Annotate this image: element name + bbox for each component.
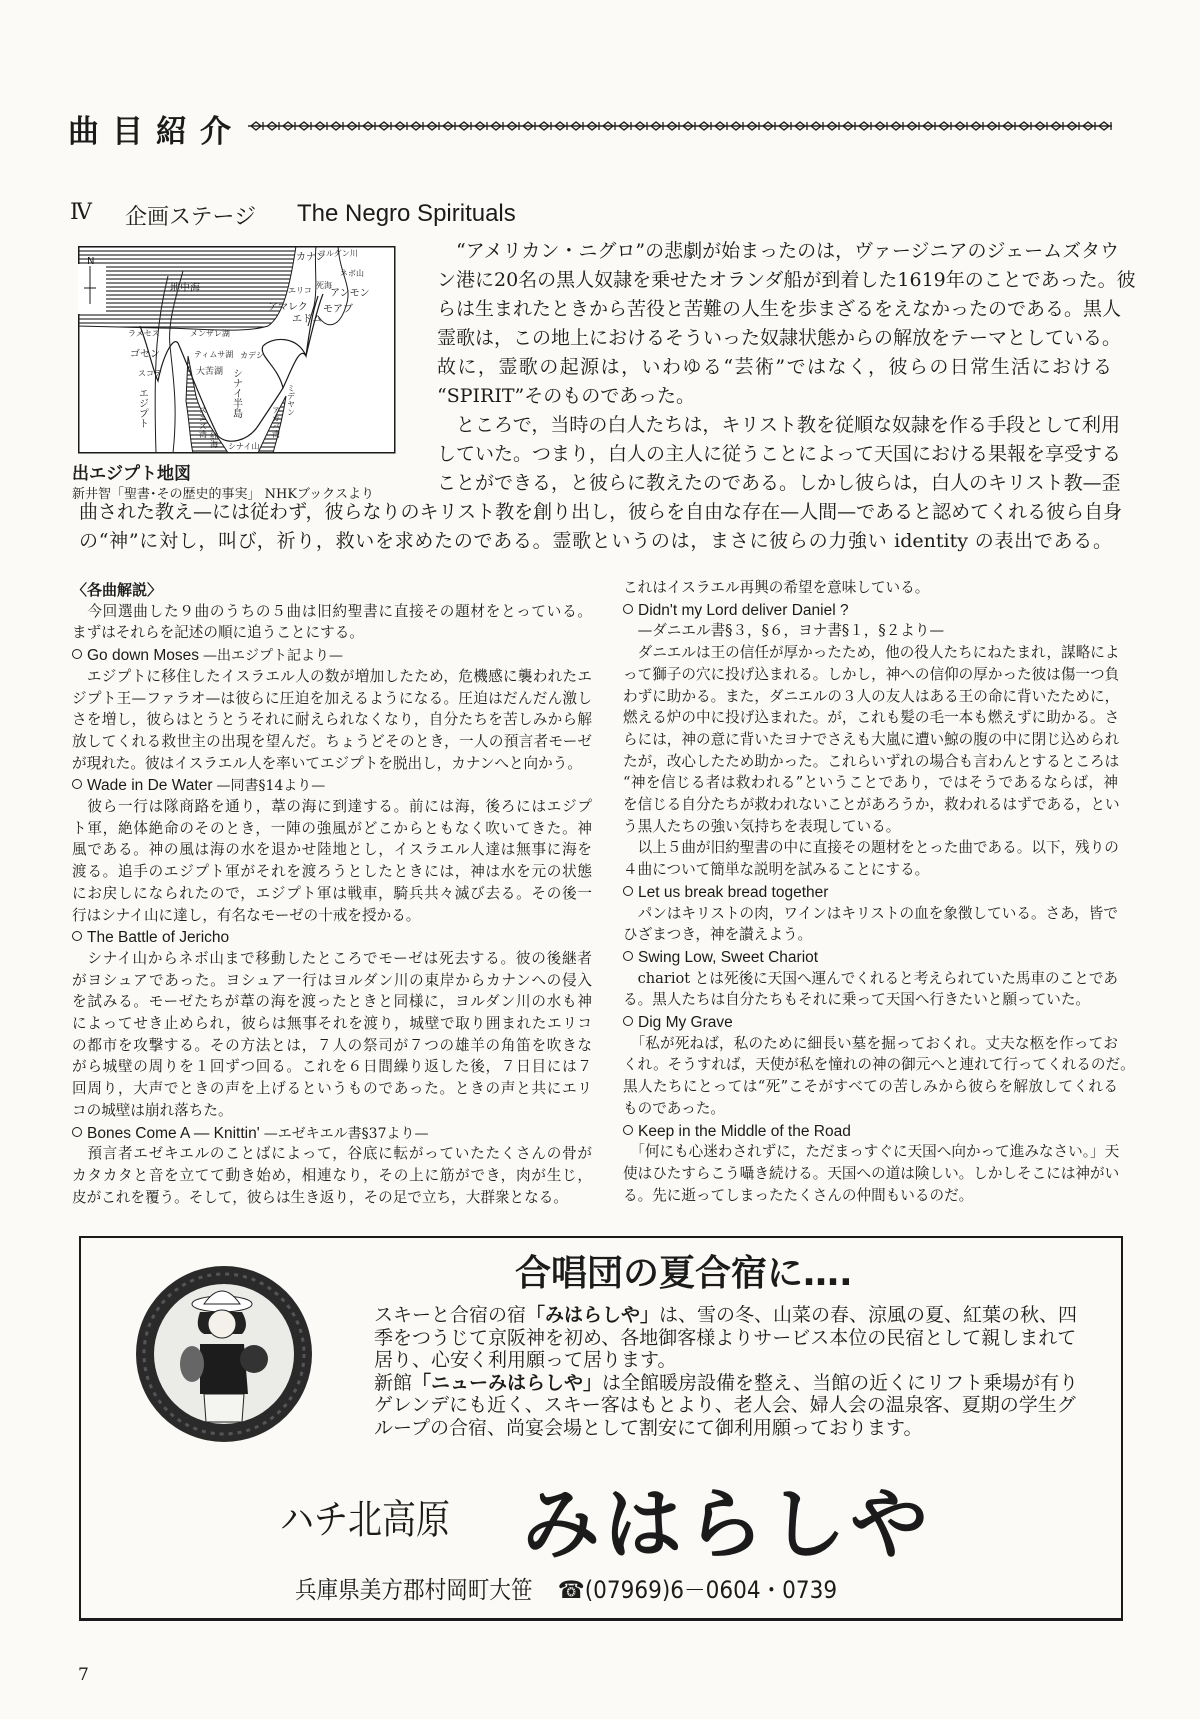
ad-body-line (374, 1327, 1076, 1349)
song-title-line (623, 881, 1118, 903)
ad-text: ループの合宿、尚宴会場として割安にて御利用願っております。 (374, 1416, 923, 1439)
map-label-mt-sinai: シナイ山 (228, 442, 260, 451)
body-line: がヨシュアであった。ヨシュア一行はヨルダン川の東岸からカナンへの侵入 (72, 971, 592, 989)
ad-body-line (374, 1417, 923, 1439)
body-line: “神を信じる者は救われる”ということであり，ではそうであるならば，神 (623, 774, 1118, 792)
map-label-jericho: エリコ (288, 286, 312, 295)
song-title-line (623, 1120, 1118, 1142)
ad-text: スキーと合宿の宿 (374, 1304, 527, 1326)
body-line: 以上５曲が旧約聖書の中に直接その題材をとった曲である。以下，残りの (623, 839, 1119, 857)
intro-line: らは生まれたときから苦役と苦難の人生を歩まざるをえなかったのである。黒人 (437, 298, 1122, 320)
body-line: まずはそれらを記述の順に追うことにする。 (72, 624, 364, 642)
body-line: 渡る。追手のエジプト軍がそれを渡ろうとしたときには，神は水を元の状態 (72, 863, 592, 881)
body-line: くれ。そうすれば，天使が私を憧れの神の御元へと連れて行ってくれるのだ。 (623, 1056, 1135, 1074)
ad-text: は全館暖房設備を整え、当館の近くにリフト乗場が有り (602, 1371, 1079, 1394)
body-line: を試みる。モーゼたちが葦の海を渡ったときと同様に，ヨルダン川の水も神 (72, 993, 592, 1011)
ad-address-line (295, 1570, 837, 1605)
ad-address: 兵庫県美方郡村岡町大笹 (295, 1576, 533, 1604)
section-subheading: 〈各曲解説〉 (72, 581, 163, 599)
body-line: 今回選曲した９曲のうちの５曲は旧約聖書に直接その題材をとっている。 (72, 602, 592, 620)
bullet-circle-icon (72, 779, 82, 789)
ad-region: ハチ北高原 (280, 1497, 450, 1543)
map-label-bitter-lakes: 大苦湖 (196, 367, 224, 377)
body-line: ４曲について簡単な説明を試みることにする。 (623, 861, 930, 879)
body-line: って獅子の穴に投げ込まれる。しかし，神への信仰の厚かった彼は傷一つ負 (623, 665, 1120, 683)
map-label-north: N (87, 256, 95, 267)
bullet-circle-icon (623, 951, 633, 961)
map-label-kadesh: カデシ (240, 351, 264, 360)
map-label-menzaleh: メンザレ湖 (190, 329, 230, 338)
exodus-map (78, 246, 396, 454)
body-line: 行はシナイ山に達し，有名なモーゼの十戒を授かる。 (72, 906, 421, 924)
intro-line: していた。つまり，白人の主人に従うことによって天国における果報を享受する (437, 443, 1122, 465)
intro-line: “アメリカン・ニグロ”の悲劇が始まったのは，ヴァージニアのジェームズタウ (437, 240, 1120, 262)
body-line: 黒人たちにとっては“死”こそがすべての苦しみから彼らを解放してくれる (623, 1078, 1118, 1096)
song-title-line (72, 774, 592, 796)
map-label-edom: エドム (292, 314, 322, 325)
intro-line: 曲された教え—には従わず，彼らなりのキリスト教を創り出し，彼らを自由な存在—人間—であると認めてくれる彼ら自身 (79, 501, 1123, 523)
ad-text: は、雪の冬、山菜の春、涼風の夏、紅葉の秋、四 (659, 1304, 1078, 1326)
body-line: によってせき止められ，彼らは無事それを渡り，城壁で取り囲まれたエリコ (72, 1015, 592, 1032)
song-title: Swing Low, Sweet Chariot (638, 948, 819, 966)
map-label-moab: モアブ (323, 304, 353, 315)
ad-body-line (374, 1372, 1078, 1394)
body-line: 彼ら一行は隊商路を通り，葦の海に到達する。前には海，後ろにはエジプ (72, 798, 592, 815)
map-label-rameses: ラメセス (128, 329, 160, 338)
body-line: 風である。神の風は海の水を退かせ陸地とし，イスラエル人達は無事に海を (72, 841, 592, 859)
song-title: Didn't my Lord deliver Daniel ? (638, 601, 849, 619)
decorative-chain-rule (248, 118, 1112, 134)
body-line: 「私が死ねば，私のために細長い墓を掘っておくれ。丈夫な柩を作ってお (623, 1034, 1118, 1052)
song-source: —エゼキエル書§37より— (263, 1125, 429, 1142)
section-label: 企画ステージ (125, 205, 257, 230)
body-line: 使はひたすらこう囁き続ける。天国への道は険しい。しかしそこには神がい (623, 1164, 1120, 1182)
body-line: 皮がこれを覆う。そして，彼らは生き返り，その足で立ち，大群衆となる。 (72, 1188, 568, 1206)
minshuku-logo-emblem (134, 1264, 314, 1444)
map-label-nebo: ネボ山 (340, 269, 364, 278)
intro-line: ことができる，と彼らに教えたのである。しかし彼らは，白人のキリスト教—歪 (437, 472, 1121, 494)
bullet-circle-icon (623, 886, 633, 896)
song-title: Dig My Grave (638, 1014, 733, 1031)
body-line: エジプトに移住したイスラエル人の数が増加したため，危機感に襲われたエ (72, 667, 592, 685)
body-line: 預言者エゼキエルのことばによって，谷底に転がっていたたくさんの骨が (72, 1145, 592, 1163)
ad-highlight-name: 「みはらしや」 (526, 1304, 660, 1326)
body-line: これはイスラエル再興の希望を意味している。 (623, 579, 930, 596)
map-label-amalek: アマレク (268, 302, 308, 313)
body-line: シナイ山からネボ山まで移動したところでモーゼは死去する。彼の後継者 (72, 949, 592, 967)
song-title-line (72, 926, 592, 948)
body-line: chariot とは死後に天国へ運んでくれると考えられていた馬車のことであ (623, 969, 1119, 987)
body-line: にお戻しになられたので，エジプト軍は戦車，騎兵共々滅び去る。その後一 (72, 884, 592, 902)
body-line: パンはキリストの肉，ワインはキリストの血を象徴している。さあ，皆で (623, 904, 1118, 922)
song-title: Keep in the Middle of the Road (638, 1122, 851, 1140)
ad-brand-name: みはらしや (522, 1480, 933, 1570)
bullet-circle-icon (623, 1125, 633, 1135)
bullet-circle-icon (72, 649, 82, 659)
body-line: 回周り，大声でときの声を上げるというものであった。ときの声と共にエリ (72, 1080, 592, 1098)
song-title: Let us break bread together (638, 883, 829, 901)
ad-body-line (374, 1394, 1076, 1416)
map-label-gulf-aqaba: アカバ湾 (271, 406, 281, 438)
body-line: 「何にも心迷わされずに，ただまっすぐに天国へ向かって進みなさい。」天 (623, 1143, 1120, 1161)
map-caption: 出エジプト地図 (72, 464, 191, 484)
page-title: 曲目紹介 (68, 114, 244, 150)
body-line: ものであった。 (623, 1099, 726, 1117)
song-title: Wade in De Water (87, 777, 213, 795)
body-line: う黒人たちの強い気持ちを表現している。 (623, 817, 901, 835)
map-source: 新井智「聖書･その歴史的事実」 NHKブックスより (72, 487, 375, 502)
map-label-timsah: ティムサ湖 (194, 350, 234, 359)
body-line: 放してくれる救世主の出現を望んだ。ちょうどそのとき，一人の預言者モーゼ (72, 732, 592, 750)
song-source: —出エジプト記より— (203, 648, 343, 665)
map-label-ammon: アンモン (330, 288, 370, 299)
map-label-goshen: ゴセン (130, 349, 160, 360)
song-title-line (623, 599, 1118, 621)
body-line: ト軍，絶体絶命のそのとき，一陣の強風がどこからともなく吹いてきた。神 (72, 819, 592, 837)
map-label-midian: ミデヤン (286, 384, 296, 416)
map-label-dead-sea: 死海 (316, 281, 332, 290)
intro-line: 故に，霊歌の起源は，いわゆる“芸術”ではなく，彼らの日常生活における (437, 356, 1112, 378)
song-source: —同書§14より— (216, 778, 326, 795)
intro-line: “SPIRIT”そのものであった。 (437, 385, 696, 407)
body-line: コの城壁は崩れ落ちた。 (72, 1101, 233, 1119)
ad-text: 新館 (374, 1371, 413, 1394)
body-line: カタカタと音を立てて動き始め，相連なり，その上に筋ができ，肉が生じ， (72, 1166, 592, 1184)
map-label-gulf-suez: スエズ湾 (198, 406, 208, 438)
intro-line: ン港に20名の黒人奴隷を乗せたオランダ船が到着した1619年のことであった。彼 (437, 269, 1136, 291)
map-label-succoth: スコテ (138, 369, 162, 378)
body-line: 燃える炉の中に投げ込まれた。が，これも髪の毛一本も燃えずに助かる。さ (623, 709, 1120, 727)
song-title: Bones Come A — Knittin' (87, 1124, 260, 1142)
map-label-canaan: カナン (296, 252, 326, 263)
ad-text: 季をつうじて京阪神を初め、各地御客様よりサービス本位の民宿として親しまれて (374, 1326, 1077, 1349)
bullet-circle-icon (72, 1127, 82, 1137)
body-line: ダニエルは王の信任が厚かったため，他の役人たちにねたまれ，謀略によ (623, 644, 1120, 662)
map-label-mediterranean: 地中海 (170, 283, 200, 294)
body-line: らには，神の意に背いたヨナでさえも大嵐に遭い鯨の腹の中に閉じ込められ (623, 730, 1120, 748)
bullet-circle-icon (623, 1016, 633, 1026)
map-label-jordan: ヨルダン川 (318, 249, 358, 258)
intro-line: の“神”に対し，叫び，祈り，救いを求めたのである。霊歌というのは，まさに彼らの力強い identity の表出である。 (79, 530, 1112, 552)
bullet-circle-icon (72, 931, 82, 941)
body-line: わずに助かる。また，ダニエルの３人の友人はある王の命に背いたために， (623, 687, 1120, 705)
body-line: ジプト王—ファラオ—は彼らに圧迫を加えるようになる。圧迫はだんだん激し (72, 689, 592, 707)
map-label-red-sea: 紅海 (209, 432, 219, 448)
page-number: 7 (78, 1665, 89, 1685)
ad-phone: ☎(07969)6－0604・0739 (557, 1576, 838, 1604)
body-line: がら城壁の周りを１回ずつ回る。これを６日間繰り返した後，７日目には７ (72, 1058, 592, 1076)
ad-headline: 合唱団の夏合宿に…. (515, 1253, 853, 1294)
song-title-line (623, 946, 1118, 968)
ad-body-line (374, 1304, 1077, 1326)
song-title-line (623, 1011, 1118, 1033)
section-number: Ⅳ (70, 200, 92, 225)
ad-text: 居り、心安く利用願って居ります。 (374, 1349, 677, 1371)
intro-line: ところで，当時の白人たちは，キリスト教を従順な奴隷を作る手段として利用 (437, 414, 1121, 436)
map-label-egypt: エジプト (136, 388, 148, 428)
ad-body-line (374, 1349, 676, 1371)
intro-line: 霊歌は，この地上におけるそういった奴隷状態からの解放をテーマとしている。 (437, 327, 1122, 349)
ad-text: ゲレンデにも近く、スキー客はもとより、老人会、婦人会の温泉客、夏期の学生グ (374, 1394, 1076, 1416)
song-title: Go down Moses (87, 647, 199, 665)
map-label-sinai-peninsula: シナイ半島 (230, 368, 242, 418)
section-title: The Negro Spirituals (297, 200, 516, 227)
song-title-line (72, 644, 592, 666)
body-line: ひざまつき，神を讃えよう。 (623, 926, 813, 944)
body-line: たが，改心したため助かった。これらいずれの場合も言わんとするところは (623, 752, 1120, 770)
song-title: The Battle of Jericho (87, 929, 230, 947)
body-line: る。先に逝ってしまったたくさんの仲間もいるのだ。 (623, 1186, 974, 1204)
body-line: —ダニエル書§３，§６，ヨナ書§１，§２より— (623, 622, 945, 640)
song-title-line (72, 1122, 592, 1144)
body-line: が現れた。彼はイスラエル人を率いてエジプトを脱出し，カナンへと向かう。 (72, 754, 582, 772)
bullet-circle-icon (623, 604, 633, 614)
body-line: の都市を攻撃する。その方法とは，７人の祭司が７つの雄羊の角笛を吹きな (72, 1036, 592, 1054)
body-line: る。黒人たちは自分たちもそれに乗って天国へ行きたいと願っていた。 (623, 991, 1091, 1009)
ad-highlight-name: 「ニューみはらしや」 (412, 1371, 603, 1394)
body-line: を信じる自分たちが救われないことがあろうか，救われるはずである，とい (623, 796, 1120, 813)
body-line: さを増し，彼らはとうとうそれに耐えられなくなり，自分たちを苦しみから解 (72, 711, 592, 729)
